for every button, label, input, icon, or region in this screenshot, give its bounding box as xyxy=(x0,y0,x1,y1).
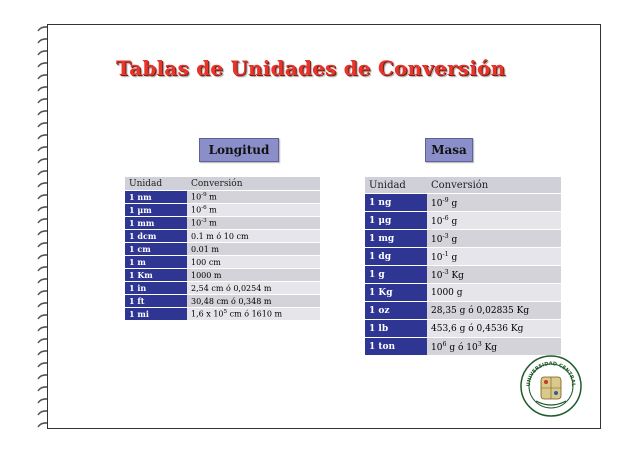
conversion-text: 100 cm xyxy=(191,257,221,267)
unit-cell: 1 Km xyxy=(125,269,187,282)
table-row xyxy=(125,295,320,308)
header-unit: Unidad xyxy=(365,177,427,194)
conversion-text: g xyxy=(448,252,458,263)
conversion-cell xyxy=(187,308,320,321)
conversion-text: cm ó 1610 m xyxy=(227,309,283,319)
conversion-text: 10 xyxy=(431,234,443,245)
longitud-table xyxy=(125,177,320,321)
conversion-cell xyxy=(187,204,320,217)
exponent: 5 xyxy=(223,309,228,316)
conversion-text: 10 xyxy=(431,270,443,281)
conversion-cell xyxy=(427,338,561,356)
table-row xyxy=(125,256,320,269)
exponent: -3 xyxy=(442,232,449,240)
conversion-text: 1000 m xyxy=(191,270,222,280)
table-row xyxy=(365,194,561,212)
conversion-text: 10 xyxy=(431,342,443,353)
unit-cell: 1 μm xyxy=(125,204,187,217)
unit-cell: 1 nm xyxy=(125,191,187,204)
unit-cell: 1 dg xyxy=(365,248,427,266)
unit-cell: 1 ft xyxy=(125,295,187,308)
unit-cell: 1 ng xyxy=(365,194,427,212)
table-row xyxy=(365,212,561,230)
unit-cell: 1 dcm xyxy=(125,230,187,243)
exponent: -3 xyxy=(201,218,207,225)
exponent: -3 xyxy=(442,268,449,276)
conversion-text: g xyxy=(448,216,458,227)
unit-cell: 1 cm xyxy=(125,243,187,256)
table-row xyxy=(125,243,320,256)
table-row xyxy=(125,308,320,321)
conversion-cell xyxy=(427,320,561,338)
unit-cell: 1 mm xyxy=(125,217,187,230)
conversion-cell xyxy=(427,230,561,248)
conversion-text: 1,6 x 10 xyxy=(191,309,224,319)
exponent: -1 xyxy=(442,250,449,258)
header-unit: Unidad xyxy=(125,177,187,191)
conversion-text: 10 xyxy=(431,216,443,227)
table-row xyxy=(365,248,561,266)
conversion-cell xyxy=(187,191,320,204)
conversion-cell xyxy=(187,282,320,295)
conversion-text: m xyxy=(206,218,217,228)
conversion-text: 0.01 m xyxy=(191,244,219,254)
university-seal-icon xyxy=(520,355,582,417)
masa-table xyxy=(365,177,561,356)
conversion-cell xyxy=(187,243,320,256)
conversion-text: 2,54 cm ó 0,0254 m xyxy=(191,283,272,293)
unit-cell: 1 m xyxy=(125,256,187,269)
table-row xyxy=(125,191,320,204)
header-conversion: Conversión xyxy=(427,177,561,194)
exponent: 6 xyxy=(442,340,447,348)
conversion-text: 10 xyxy=(431,198,443,209)
conversion-cell xyxy=(187,295,320,308)
conversion-text: 10 xyxy=(191,218,202,228)
conversion-text: g ó 10 xyxy=(446,342,478,353)
conversion-cell xyxy=(427,284,561,302)
table-row xyxy=(125,282,320,295)
unit-cell: 1 oz xyxy=(365,302,427,320)
conversion-cell xyxy=(187,269,320,282)
unit-cell: 1 mi xyxy=(125,308,187,321)
conversion-text: 0.1 m ó 10 cm xyxy=(191,231,249,241)
exponent: -6 xyxy=(201,205,207,212)
exponent: -9 xyxy=(442,196,449,204)
table-row xyxy=(365,266,561,284)
conversion-text: 10 xyxy=(191,192,202,202)
conversion-cell xyxy=(427,194,561,212)
page-title: Tablas de Unidades de Conversión xyxy=(116,56,506,80)
conversion-text: g xyxy=(448,198,458,209)
table-row xyxy=(365,320,561,338)
conversion-text: Kg xyxy=(448,270,464,281)
conversion-cell xyxy=(427,266,561,284)
conversion-cell xyxy=(427,212,561,230)
table-row xyxy=(125,269,320,282)
conversion-text: 453,6 g ó 0,4536 Kg xyxy=(431,323,524,334)
table-row xyxy=(125,204,320,217)
conversion-cell xyxy=(427,248,561,266)
conversion-cell xyxy=(187,217,320,230)
unit-cell: 1 Kg xyxy=(365,284,427,302)
masa-label: Masa xyxy=(425,138,473,162)
conversion-text: m xyxy=(206,192,217,202)
table-row xyxy=(365,302,561,320)
header-conversion: Conversión xyxy=(187,177,320,191)
unit-cell: 1 g xyxy=(365,266,427,284)
conversion-cell xyxy=(187,256,320,269)
conversion-text: 28,35 g ó 0,02835 Kg xyxy=(431,305,530,316)
conversion-cell xyxy=(427,302,561,320)
unit-cell: 1 lb xyxy=(365,320,427,338)
conversion-text: 10 xyxy=(191,205,202,215)
unit-cell: 1 in xyxy=(125,282,187,295)
conversion-text: 1000 g xyxy=(431,287,463,298)
table-row xyxy=(125,217,320,230)
table-header-row xyxy=(125,177,320,191)
seal-text: UNIVERSIDAD CENTRAL xyxy=(525,360,577,387)
conversion-text: Kg xyxy=(481,342,498,353)
table-row xyxy=(365,230,561,248)
conversion-text: g xyxy=(448,234,458,245)
exponent: -9 xyxy=(201,192,207,199)
unit-cell: 1 ton xyxy=(365,338,427,356)
exponent: -6 xyxy=(442,214,449,222)
unit-cell: 1 mg xyxy=(365,230,427,248)
table-row xyxy=(365,338,561,356)
exponent: 3 xyxy=(477,340,482,348)
conversion-cell xyxy=(187,230,320,243)
table-row xyxy=(125,230,320,243)
table-row xyxy=(365,284,561,302)
conversion-text: m xyxy=(206,205,217,215)
conversion-text: 30,48 cm ó 0,348 m xyxy=(191,296,272,306)
unit-cell: 1 μg xyxy=(365,212,427,230)
longitud-label: Longitud xyxy=(199,138,279,162)
conversion-text: 10 xyxy=(431,252,443,263)
table-header-row xyxy=(365,177,561,194)
